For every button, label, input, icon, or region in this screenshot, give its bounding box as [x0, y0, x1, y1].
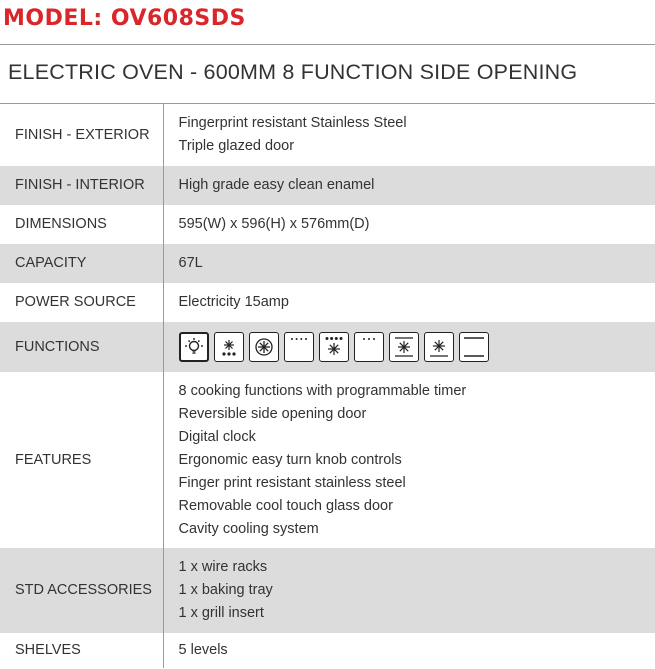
spec-value-line: 1 x wire racks [178, 559, 268, 575]
spec-label: FUNCTIONS [0, 322, 163, 372]
spec-value: 67L [163, 244, 655, 283]
conventional-bake-icon [459, 332, 489, 362]
spec-row-finish-exterior [0, 104, 655, 166]
spec-value-line: Ergonomic easy turn knob controls [178, 451, 402, 468]
spec-value [163, 372, 655, 548]
spec-value-line: Cavity cooling system [178, 520, 319, 537]
oven-light-icon [179, 332, 209, 362]
fan-bake-icon [389, 332, 419, 362]
spec-value-line: 1 x baking tray [178, 582, 273, 598]
spec-value-line: 8 cooking functions with programmable timer [178, 382, 467, 399]
spec-value [163, 548, 655, 633]
top-heat-icon [284, 332, 314, 362]
spec-value-line: Removable cool touch glass door [178, 497, 393, 514]
spec-row-power-source [0, 283, 655, 322]
grill-icon [354, 332, 384, 362]
fan-top-bottom-icon [424, 332, 454, 362]
fan-forced-icon [249, 332, 279, 362]
spec-label: FINISH - EXTERIOR [0, 104, 163, 166]
spec-value: Electricity 15amp [178, 294, 289, 310]
spec-value [163, 322, 655, 372]
spec-row-dimensions [0, 205, 655, 244]
spec-value: High grade easy clean enamel [163, 166, 655, 205]
spec-row-capacity [0, 244, 655, 283]
spec-label: SHELVES [0, 633, 163, 668]
spec-row-std-accessories [0, 548, 655, 633]
divider [0, 44, 655, 45]
spec-value-line: Fingerprint resistant Stainless Steel [178, 115, 407, 131]
spec-label: POWER SOURCE [0, 283, 163, 322]
function-icons [179, 332, 655, 362]
spec-value [163, 104, 655, 166]
fan-bottom-heat-icon [214, 332, 244, 362]
spec-row-finish-interior [0, 166, 655, 205]
spec-label: FEATURES [0, 372, 163, 548]
spec-label: DIMENSIONS [0, 205, 163, 244]
spec-value-line: 1 x grill insert [178, 605, 264, 621]
spec-value: 5 levels [178, 642, 228, 658]
fan-grill-icon [319, 332, 349, 362]
spec-label: STD ACCESSORIES [0, 548, 163, 633]
spec-value-line: Reversible side opening door [178, 405, 367, 422]
model-title: MODEL: OV608SDS [3, 6, 246, 31]
spec-label: FINISH - INTERIOR [0, 166, 163, 205]
spec-table [0, 104, 655, 668]
spec-value: 595(W) x 596(H) x 576mm(D) [178, 216, 370, 232]
spec-value-line: Triple glazed door [178, 138, 295, 154]
spec-row-features [0, 372, 655, 548]
spec-value-line: Finger print resistant stainless steel [178, 474, 406, 491]
product-title: ELECTRIC OVEN - 600MM 8 FUNCTION SIDE OPENING [8, 60, 578, 84]
spec-row-shelves [0, 633, 655, 668]
spec-label: CAPACITY [0, 244, 163, 283]
spec-row-functions [0, 322, 655, 372]
spec-value-line: Digital clock [178, 428, 256, 445]
